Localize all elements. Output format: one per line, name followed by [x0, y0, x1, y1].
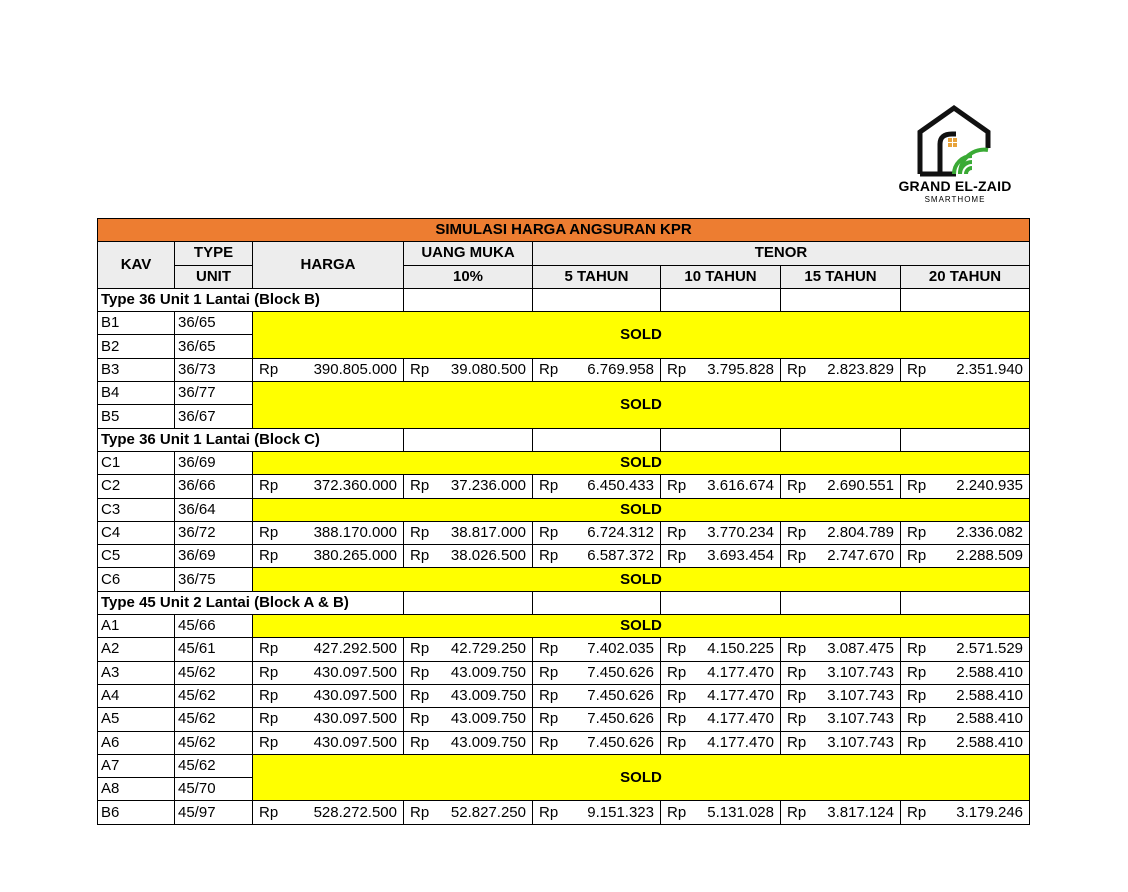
currency-label: Rp — [410, 803, 430, 821]
dp-cell — [404, 545, 533, 568]
header-harga: HARGA — [253, 242, 404, 289]
group-header-row — [98, 428, 1030, 451]
t15-cell — [781, 521, 901, 544]
currency-label: Rp — [539, 687, 559, 705]
amount-harga: 430.097.500 — [313, 733, 397, 751]
unit-cell: 36/65 — [175, 335, 253, 358]
header-uang-muka: UANG MUKA — [404, 242, 533, 265]
empty-cell — [404, 288, 533, 311]
amount-t5: 7.450.626 — [587, 733, 654, 751]
table-row — [98, 615, 1030, 638]
amount-dp: 43.009.750 — [450, 733, 526, 751]
currency-label: Rp — [539, 803, 559, 821]
sold-badge: SOLD — [253, 312, 1030, 359]
t10-cell — [661, 661, 781, 684]
dp-cell — [404, 521, 533, 544]
table-row — [98, 521, 1030, 544]
unit-cell: 45/62 — [175, 708, 253, 731]
amount-t5: 6.587.372 — [587, 547, 654, 565]
currency-label: Rp — [787, 640, 807, 658]
amount-harga: 528.272.500 — [313, 803, 397, 821]
amount-t15: 2.823.829 — [827, 360, 894, 378]
harga-cell — [253, 661, 404, 684]
t5-cell — [533, 731, 661, 754]
unit-cell: 45/62 — [175, 754, 253, 777]
t10-cell — [661, 708, 781, 731]
amount-t10: 3.616.674 — [707, 477, 774, 495]
group-name: Type 36 Unit 1 Lantai (Block C) — [98, 428, 404, 451]
sold-badge: SOLD — [253, 568, 1030, 591]
currency-label: Rp — [787, 524, 807, 541]
sold-badge: SOLD — [253, 615, 1030, 638]
currency-label: Rp — [667, 710, 687, 728]
currency-label: Rp — [787, 687, 807, 705]
t20-cell — [901, 358, 1030, 381]
dp-cell — [404, 684, 533, 707]
unit-cell: 45/66 — [175, 615, 253, 638]
table-row — [98, 545, 1030, 568]
t15-cell — [781, 708, 901, 731]
unit-cell: 45/97 — [175, 801, 253, 824]
currency-label: Rp — [259, 640, 279, 658]
amount-t15: 3.087.475 — [827, 640, 894, 658]
header-row-1 — [98, 242, 1030, 265]
t5-cell — [533, 661, 661, 684]
currency-label: Rp — [410, 477, 430, 495]
amount-t20: 2.240.935 — [956, 477, 1024, 495]
table-row — [98, 731, 1030, 754]
currency-label: Rp — [907, 477, 927, 495]
unit-cell: 45/62 — [175, 731, 253, 754]
empty-cell — [404, 428, 533, 451]
amount-t10: 3.770.234 — [707, 524, 774, 541]
table-row — [98, 661, 1030, 684]
kav-cell: B3 — [98, 358, 175, 381]
t15-cell — [781, 545, 901, 568]
table-row — [98, 708, 1030, 731]
currency-label: Rp — [787, 710, 807, 728]
table-title: SIMULASI HARGA ANGSURAN KPR — [98, 219, 1030, 242]
brand-subtitle: SMARTHOME — [924, 195, 986, 204]
header-kav: KAV — [98, 242, 175, 289]
harga-cell — [253, 358, 404, 381]
dp-cell — [404, 801, 533, 824]
amount-t15: 3.107.743 — [827, 733, 894, 751]
harga-cell — [253, 731, 404, 754]
amount-harga: 388.170.000 — [313, 524, 397, 541]
amount-t10: 4.177.470 — [707, 663, 774, 681]
amount-t10: 4.150.225 — [707, 640, 774, 658]
t15-cell — [781, 731, 901, 754]
amount-dp: 43.009.750 — [450, 687, 526, 705]
table-row — [98, 382, 1030, 405]
kav-cell: C3 — [98, 498, 175, 521]
empty-cell — [781, 288, 901, 311]
currency-label: Rp — [539, 477, 559, 495]
table-row — [98, 684, 1030, 707]
amount-t20: 2.588.410 — [956, 733, 1024, 751]
empty-cell — [901, 288, 1030, 311]
house-wifi-icon — [916, 104, 992, 178]
kav-cell: A4 — [98, 684, 175, 707]
currency-label: Rp — [667, 524, 687, 541]
t5-cell — [533, 801, 661, 824]
empty-cell — [533, 288, 661, 311]
t15-cell — [781, 801, 901, 824]
t20-cell — [901, 801, 1030, 824]
currency-label: Rp — [907, 524, 927, 541]
kav-cell: A1 — [98, 615, 175, 638]
kav-cell: A5 — [98, 708, 175, 731]
currency-label: Rp — [539, 524, 559, 541]
t5-cell — [533, 708, 661, 731]
t10-cell — [661, 638, 781, 661]
unit-cell: 45/70 — [175, 778, 253, 801]
unit-cell: 45/61 — [175, 638, 253, 661]
table-row — [98, 312, 1030, 335]
t15-cell — [781, 475, 901, 498]
t10-cell — [661, 731, 781, 754]
t10-cell — [661, 358, 781, 381]
unit-cell: 36/67 — [175, 405, 253, 428]
t20-cell — [901, 638, 1030, 661]
logo — [880, 100, 1030, 210]
empty-cell — [901, 428, 1030, 451]
group-name: Type 36 Unit 1 Lantai (Block B) — [98, 288, 404, 311]
t5-cell — [533, 684, 661, 707]
currency-label: Rp — [410, 524, 430, 541]
currency-label: Rp — [787, 663, 807, 681]
currency-label: Rp — [667, 640, 687, 658]
unit-cell: 36/69 — [175, 451, 253, 474]
table-title-row — [98, 219, 1030, 242]
amount-t20: 2.288.509 — [956, 547, 1024, 565]
table-row — [98, 754, 1030, 777]
amount-t10: 4.177.470 — [707, 733, 774, 751]
currency-label: Rp — [787, 803, 807, 821]
amount-t20: 2.571.529 — [956, 640, 1024, 658]
kav-cell: B1 — [98, 312, 175, 335]
currency-label: Rp — [410, 640, 430, 658]
amount-t5: 7.450.626 — [587, 710, 654, 728]
t5-cell — [533, 475, 661, 498]
kav-cell: B2 — [98, 335, 175, 358]
unit-cell: 36/77 — [175, 382, 253, 405]
currency-label: Rp — [667, 360, 687, 378]
kav-cell: B6 — [98, 801, 175, 824]
amount-t5: 6.769.958 — [587, 360, 654, 378]
harga-cell — [253, 801, 404, 824]
amount-dp: 43.009.750 — [450, 663, 526, 681]
amount-t5: 7.402.035 — [587, 640, 654, 658]
kav-cell: C1 — [98, 451, 175, 474]
group-name: Type 45 Unit 2 Lantai (Block A & B) — [98, 591, 404, 614]
amount-dp: 38.026.500 — [450, 547, 526, 565]
t15-cell — [781, 661, 901, 684]
currency-label: Rp — [259, 733, 279, 751]
currency-label: Rp — [787, 477, 807, 495]
currency-label: Rp — [539, 640, 559, 658]
empty-cell — [533, 428, 661, 451]
header-uang-muka-pct: 10% — [404, 265, 533, 288]
amount-dp: 42.729.250 — [450, 640, 526, 658]
kav-cell: C2 — [98, 475, 175, 498]
t20-cell — [901, 475, 1030, 498]
kav-cell: C5 — [98, 545, 175, 568]
header-tenor: TENOR — [533, 242, 1030, 265]
unit-cell: 36/65 — [175, 312, 253, 335]
group-header-row — [98, 591, 1030, 614]
currency-label: Rp — [539, 360, 559, 378]
amount-t15: 2.747.670 — [827, 547, 894, 565]
currency-label: Rp — [787, 733, 807, 751]
amount-harga: 372.360.000 — [313, 477, 397, 495]
amount-harga: 430.097.500 — [313, 663, 397, 681]
kpr-table — [97, 218, 1030, 825]
empty-cell — [533, 591, 661, 614]
amount-t15: 3.817.124 — [827, 803, 894, 821]
currency-label: Rp — [410, 710, 430, 728]
unit-cell: 36/72 — [175, 521, 253, 544]
currency-label: Rp — [907, 547, 927, 565]
amount-t10: 4.177.470 — [707, 687, 774, 705]
t5-cell — [533, 521, 661, 544]
currency-label: Rp — [259, 687, 279, 705]
amount-dp: 37.236.000 — [450, 477, 526, 495]
currency-label: Rp — [539, 710, 559, 728]
harga-cell — [253, 708, 404, 731]
dp-cell — [404, 731, 533, 754]
currency-label: Rp — [539, 547, 559, 565]
amount-t10: 3.795.828 — [707, 360, 774, 378]
sold-badge: SOLD — [253, 498, 1030, 521]
unit-cell: 45/62 — [175, 684, 253, 707]
amount-harga: 430.097.500 — [313, 710, 397, 728]
header-row-2 — [98, 265, 1030, 288]
t10-cell — [661, 801, 781, 824]
currency-label: Rp — [410, 663, 430, 681]
empty-cell — [781, 428, 901, 451]
amount-dp: 43.009.750 — [450, 710, 526, 728]
currency-label: Rp — [667, 547, 687, 565]
t15-cell — [781, 358, 901, 381]
currency-label: Rp — [259, 360, 279, 378]
empty-cell — [661, 591, 781, 614]
amount-t5: 6.724.312 — [587, 524, 654, 541]
empty-cell — [404, 591, 533, 614]
harga-cell — [253, 475, 404, 498]
unit-cell: 45/62 — [175, 661, 253, 684]
amount-t15: 3.107.743 — [827, 710, 894, 728]
sold-badge: SOLD — [253, 451, 1030, 474]
amount-harga: 380.265.000 — [313, 547, 397, 565]
amount-t20: 2.588.410 — [956, 710, 1024, 728]
amount-harga: 430.097.500 — [313, 687, 397, 705]
currency-label: Rp — [410, 687, 430, 705]
currency-label: Rp — [907, 803, 927, 821]
table-row — [98, 475, 1030, 498]
currency-label: Rp — [410, 360, 430, 378]
kav-cell: A7 — [98, 754, 175, 777]
t5-cell — [533, 638, 661, 661]
sold-badge: SOLD — [253, 754, 1030, 801]
amount-t20: 2.588.410 — [956, 663, 1024, 681]
t20-cell — [901, 731, 1030, 754]
currency-label: Rp — [259, 710, 279, 728]
kav-cell: A2 — [98, 638, 175, 661]
amount-dp: 52.827.250 — [450, 803, 526, 821]
table-row — [98, 358, 1030, 381]
group-header-row — [98, 288, 1030, 311]
kav-cell: A3 — [98, 661, 175, 684]
sold-badge: SOLD — [253, 382, 1030, 429]
currency-label: Rp — [259, 524, 279, 541]
t20-cell — [901, 708, 1030, 731]
amount-t5: 9.151.323 — [587, 803, 654, 821]
harga-cell — [253, 545, 404, 568]
empty-cell — [661, 288, 781, 311]
currency-label: Rp — [410, 733, 430, 751]
amount-t20: 2.588.410 — [956, 687, 1024, 705]
t5-cell — [533, 358, 661, 381]
header-type: TYPE — [175, 242, 253, 265]
dp-cell — [404, 661, 533, 684]
amount-t5: 7.450.626 — [587, 687, 654, 705]
table-row — [98, 498, 1030, 521]
amount-t10: 3.693.454 — [707, 547, 774, 565]
table-row — [98, 801, 1030, 824]
amount-t20: 3.179.246 — [956, 803, 1024, 821]
table-row — [98, 568, 1030, 591]
amount-t15: 3.107.743 — [827, 687, 894, 705]
unit-cell: 36/64 — [175, 498, 253, 521]
amount-t15: 2.690.551 — [827, 477, 894, 495]
currency-label: Rp — [667, 803, 687, 821]
kav-cell: C6 — [98, 568, 175, 591]
amount-t20: 2.351.940 — [956, 360, 1024, 378]
table-row — [98, 638, 1030, 661]
brand-name: GRAND EL-ZAID — [898, 178, 1012, 194]
amount-t20: 2.336.082 — [956, 524, 1024, 541]
currency-label: Rp — [907, 733, 927, 751]
unit-cell: 36/66 — [175, 475, 253, 498]
header-5-tahun: 5 TAHUN — [533, 265, 661, 288]
currency-label: Rp — [907, 710, 927, 728]
dp-cell — [404, 358, 533, 381]
table-row — [98, 451, 1030, 474]
amount-t15: 3.107.743 — [827, 663, 894, 681]
currency-label: Rp — [539, 733, 559, 751]
currency-label: Rp — [259, 803, 279, 821]
amount-t15: 2.804.789 — [827, 524, 894, 541]
t20-cell — [901, 521, 1030, 544]
currency-label: Rp — [907, 360, 927, 378]
currency-label: Rp — [907, 687, 927, 705]
dp-cell — [404, 708, 533, 731]
header-10-tahun: 10 TAHUN — [661, 265, 781, 288]
dp-cell — [404, 475, 533, 498]
currency-label: Rp — [667, 687, 687, 705]
kav-cell: B5 — [98, 405, 175, 428]
amount-t10: 4.177.470 — [707, 710, 774, 728]
currency-label: Rp — [259, 547, 279, 565]
currency-label: Rp — [259, 477, 279, 495]
amount-harga: 390.805.000 — [313, 360, 397, 378]
t5-cell — [533, 545, 661, 568]
harga-cell — [253, 521, 404, 544]
kav-cell: A8 — [98, 778, 175, 801]
currency-label: Rp — [539, 663, 559, 681]
t10-cell — [661, 684, 781, 707]
kav-cell: A6 — [98, 731, 175, 754]
currency-label: Rp — [667, 477, 687, 495]
empty-cell — [901, 591, 1030, 614]
currency-label: Rp — [787, 547, 807, 565]
dp-cell — [404, 638, 533, 661]
amount-dp: 39.080.500 — [450, 360, 526, 378]
currency-label: Rp — [907, 640, 927, 658]
t20-cell — [901, 545, 1030, 568]
header-unit: UNIT — [175, 265, 253, 288]
currency-label: Rp — [410, 547, 430, 565]
currency-label: Rp — [907, 663, 927, 681]
unit-cell: 36/69 — [175, 545, 253, 568]
harga-cell — [253, 638, 404, 661]
empty-cell — [661, 428, 781, 451]
amount-dp: 38.817.000 — [450, 524, 526, 541]
t10-cell — [661, 545, 781, 568]
currency-label: Rp — [667, 733, 687, 751]
kav-cell: C4 — [98, 521, 175, 544]
currency-label: Rp — [787, 360, 807, 378]
unit-cell: 36/75 — [175, 568, 253, 591]
t20-cell — [901, 661, 1030, 684]
t20-cell — [901, 684, 1030, 707]
currency-label: Rp — [667, 663, 687, 681]
amount-t5: 6.450.433 — [587, 477, 654, 495]
t15-cell — [781, 638, 901, 661]
t10-cell — [661, 521, 781, 544]
kav-cell: B4 — [98, 382, 175, 405]
header-20-tahun: 20 TAHUN — [901, 265, 1030, 288]
currency-label: Rp — [259, 663, 279, 681]
t15-cell — [781, 684, 901, 707]
harga-cell — [253, 684, 404, 707]
t10-cell — [661, 475, 781, 498]
amount-harga: 427.292.500 — [313, 640, 397, 658]
empty-cell — [781, 591, 901, 614]
amount-t5: 7.450.626 — [587, 663, 654, 681]
unit-cell: 36/73 — [175, 358, 253, 381]
amount-t10: 5.131.028 — [707, 803, 774, 821]
header-15-tahun: 15 TAHUN — [781, 265, 901, 288]
